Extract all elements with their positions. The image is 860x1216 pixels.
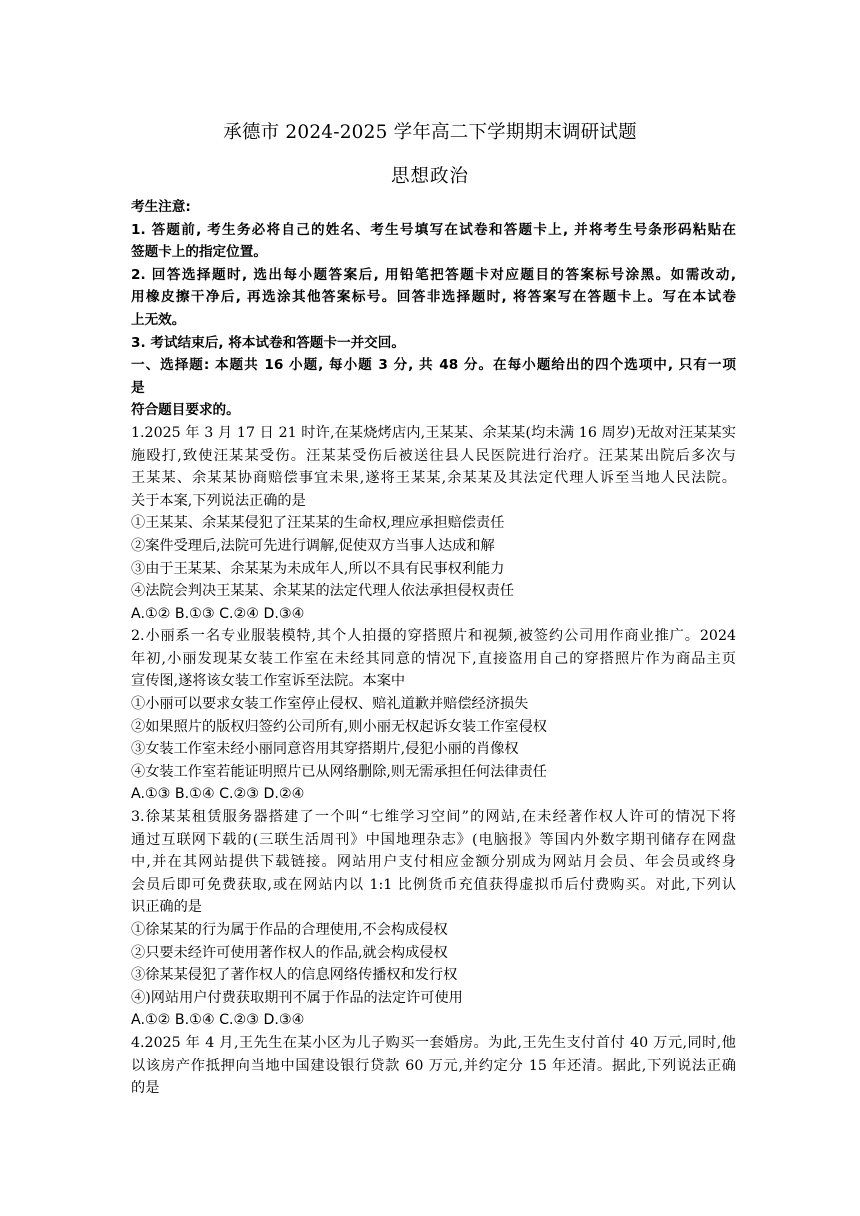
question-2-stem: 2.小丽系一名专业服装模特,其个人拍摄的穿搭照片和视频,被签约公司用作商业推广。2024 (131, 628, 736, 645)
question-3-option: ④)网站用户付费获取期刊不属于作品的法定许可使用 (131, 989, 463, 1006)
question-3-stem: 通过互联网下载的(三联生活周刊》中国地理杂志》(电脑报》等国内外数字期刊储存在网盘 (131, 831, 736, 848)
question-3-stem: 会员后即可免费获取,或在网站内以 1:1 比例货币充值获得虚拟币后付费购买。对此,下列认 (131, 876, 737, 893)
question-4-stem: 以该房产作抵押向当地中国建设银行贷款 60 万元,并约定分 15 年还清。据此,下列说法正确 (131, 1057, 736, 1074)
question-4-stem: 的是 (131, 1080, 160, 1097)
exam-body (131, 196, 736, 1100)
notice-line: 签题卡上的指定位置。 (131, 244, 267, 261)
question-3-option: ①徐某某的行为属于作品的合理使用,不会构成侵权 (131, 922, 448, 938)
question-1-choices: A.①② B.①③ C.②④ D.③④ (131, 605, 305, 622)
question-2-option: ④女装工作室若能证明照片已从网络删除,则无需承担任何法律责任 (131, 763, 547, 780)
question-2-choices: A.①③ B.①④ C.②③ D.②④ (131, 786, 305, 803)
question-3-choices: A.①② B.①④ C.②③ D.③④ (131, 1012, 305, 1029)
question-2-option: ③女装工作室未经小丽同意咨用其穿搭期片,侵犯小丽的肖像权 (131, 741, 519, 758)
question-1-option: ②案件受理后,法院可先进行调解,促使双方当事人达成和解 (131, 537, 495, 554)
question-2-stem: 年初,小丽发现某女装工作室在未经其同意的情况下,直接盗用自己的穿搭照片作为商品主页 (131, 650, 736, 667)
question-1-stem: 关于本案,下列说法正确的是 (131, 492, 306, 509)
exam-title: 承德市 2024-2025 学年高二下学期期末调研试题 (223, 122, 637, 143)
question-1-stem: 1.2025 年 3 月 17 日 21 时许,在某烧烤店内,王某某、余某某(均未满 16 周岁)无故对汪某某实 (131, 424, 736, 441)
notice-line: 1. 答题前, 考生务必将自己的姓名、考生号填写在试卷和答题卡上, 并将考生号条形码粘贴在 (131, 221, 736, 238)
notice-line: 2. 回答选择题时, 选出每小题答案后, 用铅笔把答题卡对应题目的答案标号涂黑。如需改动, (131, 266, 736, 283)
notice-line: 3. 考试结束后, 将本试卷和答题卡一并交回。 (131, 334, 405, 351)
notice-line: 用橡皮擦干净后, 再选涂其他答案标号。回答非选择题时, 将答案写在答题卡上。写在本试卷 (131, 289, 736, 306)
question-2-option: ②如果照片的版权归签约公司所有,则小丽无权起诉女装工作室侵权 (131, 718, 547, 735)
question-3-stem: 3.徐某某租赁服务器搭建了一个叫“七维学习空间”的网站,在未经著作权人许可的情况下将 (131, 809, 736, 826)
section-heading: 是 (131, 379, 145, 396)
question-2-option: ①小丽可以要求女装工作室停止侵权、赔礼道歉并赔偿经济损失 (131, 696, 529, 713)
notice-heading: 考生注意: (131, 199, 191, 215)
question-4-stem: 4.2025 年 4 月,王先生在某小区为儿子购买一套婚房。为此,王先生支付首付 40 万元,同时,他 (131, 1034, 736, 1051)
question-1-option: ①王某某、余某某侵犯了汪某某的生命权,理应承担赔偿责任 (131, 515, 505, 532)
notice-line: 上无效。 (131, 311, 186, 328)
section-heading: 一、选择题: 本题共 16 小题, 每小题 3 分, 共 48 分。在每小题给出的四个选项中, 只有一项 (131, 357, 736, 374)
section-heading: 符合题目要求的。 (131, 402, 240, 419)
question-3-option: ②只要未经许可使用著作权人的作品,就会构成侵权 (131, 944, 448, 961)
question-1-option: ④法院会判决王某某、余某某的法定代理人依法承担侵权责任 (131, 583, 515, 600)
exam-subject: 思想政治 (390, 166, 469, 187)
question-3-stem: 识正确的是 (131, 899, 202, 916)
question-1-stem: 王某某、余某某协商赔偿事宜未果,遂将王某某,余某某及其法定代理人诉至当地人民法院。 (131, 470, 736, 487)
question-3-option: ③徐某某侵犯了著作权人的信息网络传播权和发行权 (131, 967, 458, 984)
question-1-option: ③由于王某某、余某某为未成年人,所以不具有民事权利能力 (131, 560, 505, 577)
question-1-stem: 施殴打,致使汪某某受伤。汪某某受伤后被送往县人民医院进行治疗。汪某某出院后多次与 (131, 447, 736, 464)
question-2-stem: 宣传图,遂将该女装工作室诉至法院。本案中 (131, 673, 406, 690)
question-3-stem: 中,并在其网站提供下载链接。网站用户支付相应金额分别成为网站月会员、年会员或终身 (131, 854, 736, 871)
